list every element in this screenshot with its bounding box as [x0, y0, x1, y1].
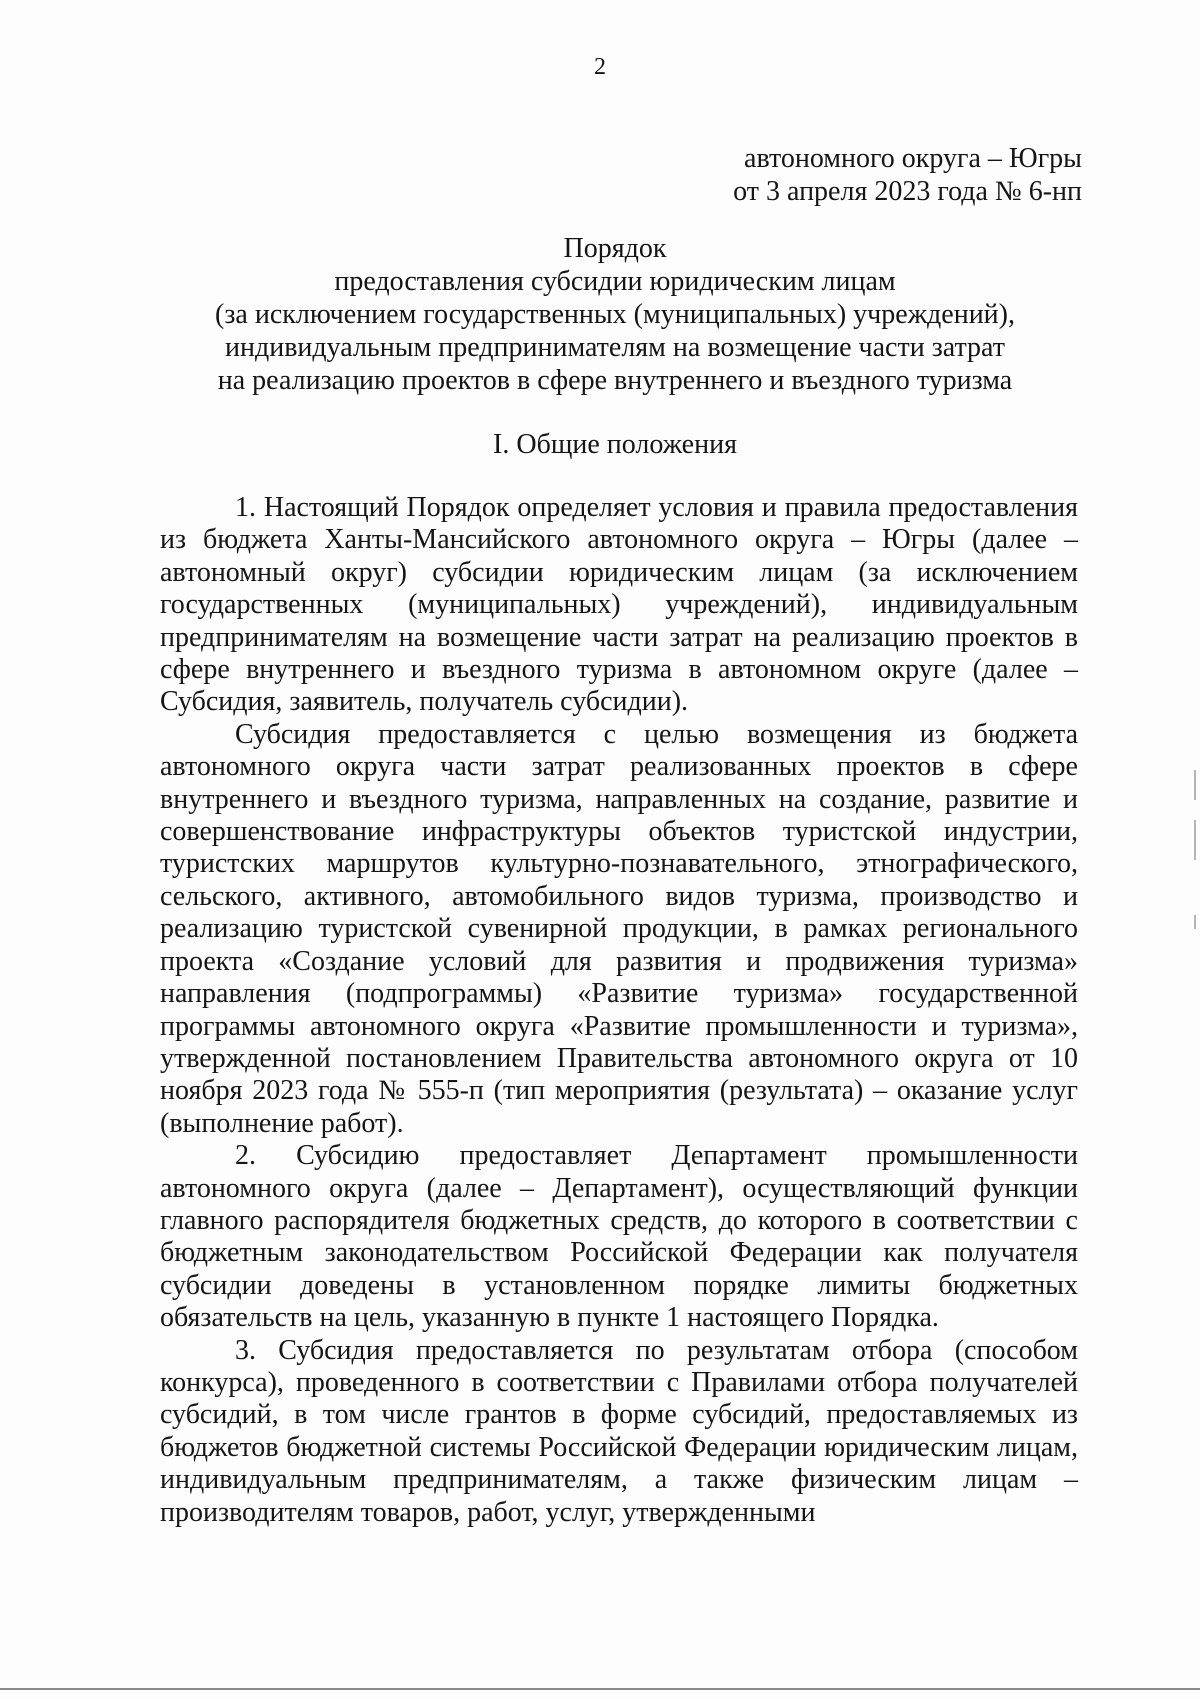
- paragraph-3: 2. Субсидию предоставляет Департамент промышленности автономного округа (далее – Департамент), осуществляющий функции главного распорядителя бюджетных средств, до которого в соответствии с бюджетным законодательством Российской Федерации как получателя субсидии доведены в установленном порядке лимиты бюджетных обязательств на цель, указанную в пункте 1 настоящего Порядка.: [160, 1140, 1078, 1334]
- title-line-5: на реализацию проектов в сфере внутреннего и въездного туризма: [217, 365, 1013, 396]
- paragraph-4: 3. Субсидия предоставляется по результатам отбора (способом конкурса), проведенного в соответствии с Правилами отбора получателей субсидий, в том числе грантов в форме субсидий, предоставляемых из бюджетов бюджетной системы Российской Федерации юридическим лицам, индивидуальным предпринимателям, а также физическим лицам – производителям товаров, работ, услуг, утвержденными: [160, 1334, 1078, 1528]
- document-body: [160, 492, 1078, 1529]
- title-line-4: индивидуальным предпринимателям на возмещение части затрат: [225, 332, 1005, 363]
- document-header: [733, 142, 1082, 208]
- title-line-3: (за исключением государственных (муниципальных) учреждений),: [215, 299, 1015, 330]
- title-line-2: предоставления субсидии юридическим лицам: [334, 266, 896, 297]
- scan-bottom-edge: [0, 1688, 1200, 1690]
- paragraph-1: 1. Настоящий Порядок определяет условия и правила предоставления из бюджета Ханты-Мансийского автономного округа – Югры (далее – автономный округ) субсидии юридическим лицам (за исключением государственных (муниципальных) учреждений), индивидуальным предпринимателям на возмещение части затрат на реализацию проектов в сфере внутреннего и въездного туризма в автономном округе (далее – Субсидия, заявитель, получатель субсидии).: [160, 492, 1078, 718]
- paragraph-2: Субсидия предоставляется с целью возмещения из бюджета автономного округа части затрат реализованных проектов в сфере внутреннего и въездного туризма, направленных на создание, развитие и совершенствование инфраструктуры объектов туристской индустрии, туристских маршрутов культурно-познавательного, этнографического, сельского, активного, автомобильного видов туризма, производство и реализацию туристской сувенирной продукции, в рамках регионального проекта «Создание условий для развития и продвижения туризма» направления (подпрограммы) «Развитие туризма» государственной программы автономного округа «Развитие промышленности и туризма», утвержденной постановлением Правительства автономного округа от 10 ноября 2023 года № 555-п (тип мероприятия (результата) – оказание услуг (выполнение работ).: [160, 718, 1078, 1139]
- document-title: [130, 232, 1100, 397]
- scan-artifact-mark: [1194, 915, 1196, 929]
- scan-artifact-mark: [1194, 770, 1196, 800]
- page-number: 2: [594, 54, 606, 80]
- scan-artifact-mark: [1194, 820, 1196, 860]
- header-line-2: от 3 апреля 2023 года № 6-нп: [733, 176, 1082, 207]
- section-heading: I. Общие положения: [493, 429, 737, 460]
- header-line-1: автономного округа – Югры: [744, 143, 1082, 174]
- title-line-1: Порядок: [563, 233, 667, 264]
